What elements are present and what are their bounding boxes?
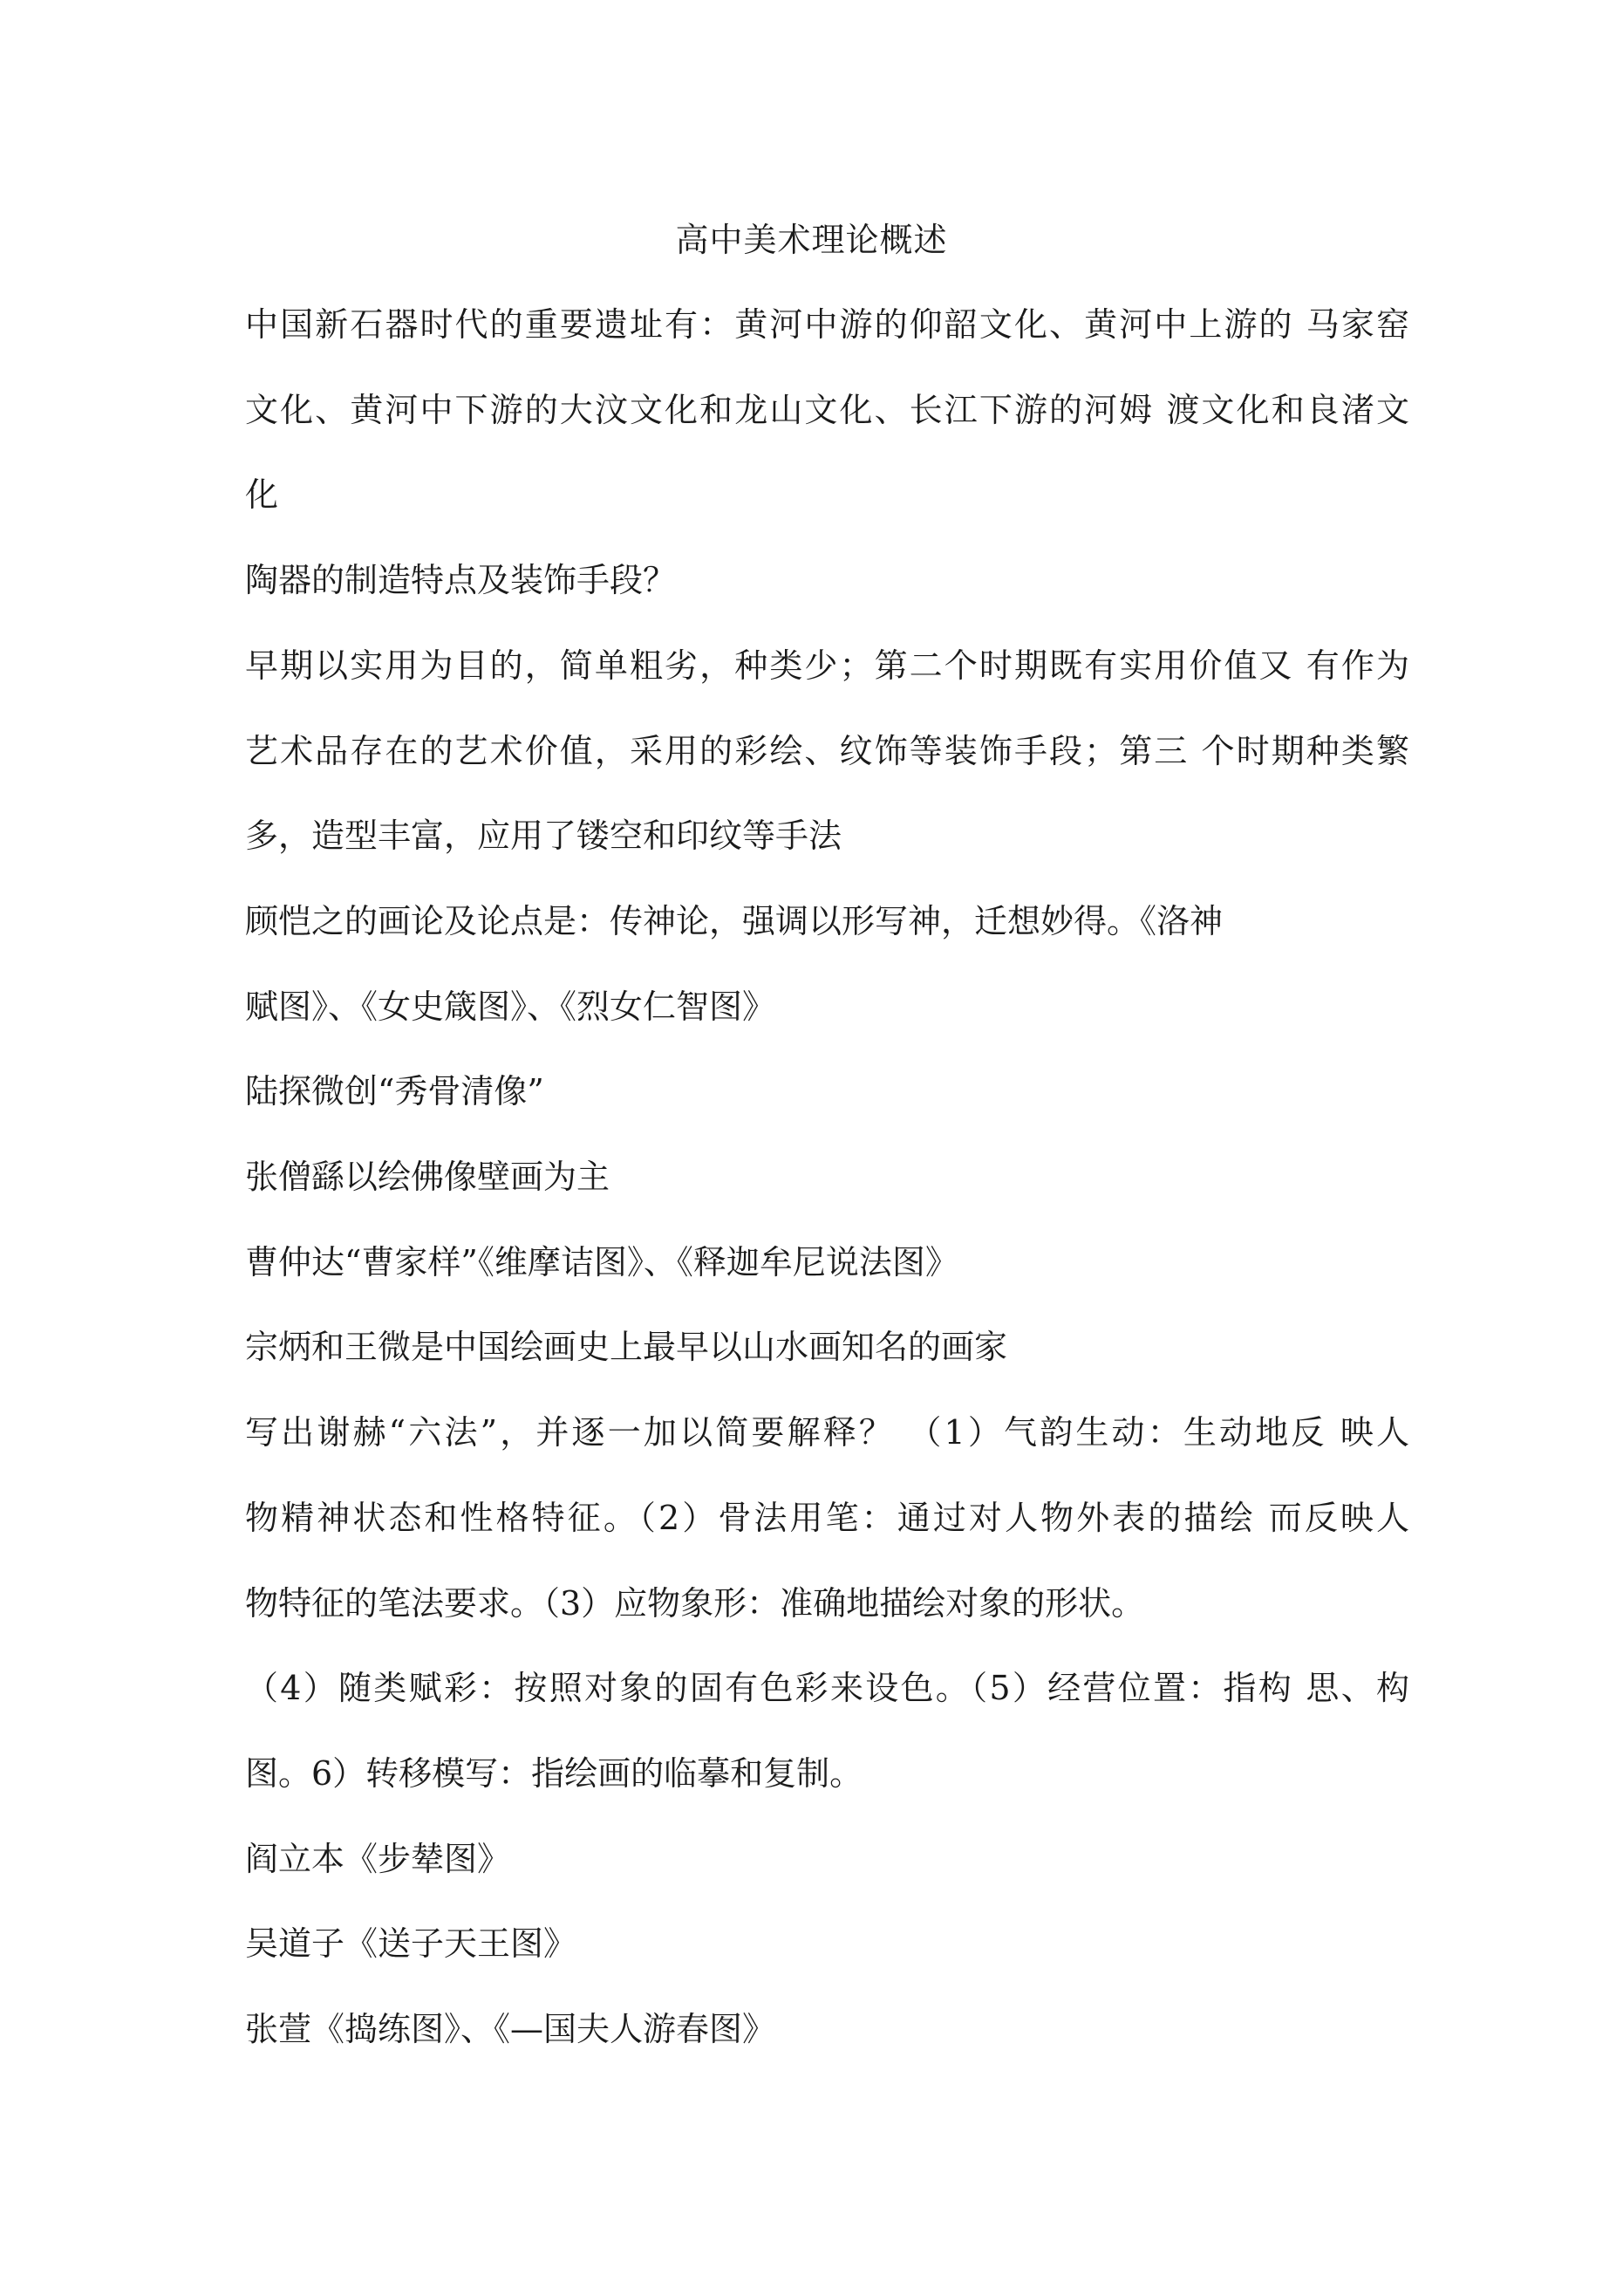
paragraph-line: 张萱《捣练图》、《—国夫人游春图》 <box>245 2010 776 2048</box>
paragraph-line: 多，造型丰富，应用了镂空和印纹等手法 <box>245 817 842 855</box>
paragraph-line: （4）随类赋彩：按照对象的固有色彩来设色。（5）经营位置：指构 思、构 <box>245 1669 1409 1707</box>
paragraph-line: 中国新石器时代的重要遗址有：黄河中游的仰韶文化、黄河中上游的 马家窑 <box>245 305 1409 344</box>
paragraph-line: 写出谢赫“六法”，并逐一加以简要解释？ （1）气韵生动：生动地反 映人 <box>245 1413 1409 1452</box>
paragraph-line: 曹仲达“曹家样”《维摩诘图》、《释迦牟尼说法图》 <box>245 1243 958 1281</box>
paragraph-line: 陆探微创“秀骨清像” <box>245 1072 544 1110</box>
paragraph-line: 图。6）转移模写：指绘画的临摹和复制。 <box>245 1754 863 1793</box>
paragraph-line: 物特征的笔法要求。（3）应物象形：准确地描绘对象的形状。 <box>245 1584 1145 1623</box>
paragraph-line: 吴道子《送子天王图》 <box>245 1924 577 1963</box>
paragraph-line: 宗炳和王微是中国绘画史上最早以山水画知名的画家 <box>245 1328 1008 1366</box>
paragraph-line: 早期以实用为目的，简单粗劣，种类少；第二个时期既有实用价值又 有作为 <box>245 646 1409 685</box>
paragraph-line: 物精神状态和性格特征。（2）骨法用笔：通过对人物外表的描绘 而反映人 <box>245 1499 1409 1537</box>
paragraph-line: 化 <box>245 475 279 514</box>
paragraph-line: 阎立本《步辇图》 <box>245 1840 511 1878</box>
paragraph-line: 艺术品存在的艺术价值，采用的彩绘、纹饰等装饰手段；第三 个时期种类繁 <box>245 732 1409 770</box>
paragraph-line: 张僧繇以绘佛像壁画为主 <box>245 1158 610 1196</box>
paragraph-line: 顾恺之的画论及论点是：传神论，强调以形写神，迁想妙得。《洛神 <box>245 902 1224 940</box>
paragraph-line: 文化、黄河中下游的大汶文化和龙山文化、长江下游的河姆 渡文化和良渚文 <box>245 391 1409 429</box>
paragraph-line: 陶器的制造特点及装饰手段？ <box>245 561 677 599</box>
paragraph-line: 赋图》、《女史箴图》、《烈女仁智图》 <box>245 987 776 1026</box>
document-title: 高中美术理论概述 <box>675 221 948 259</box>
